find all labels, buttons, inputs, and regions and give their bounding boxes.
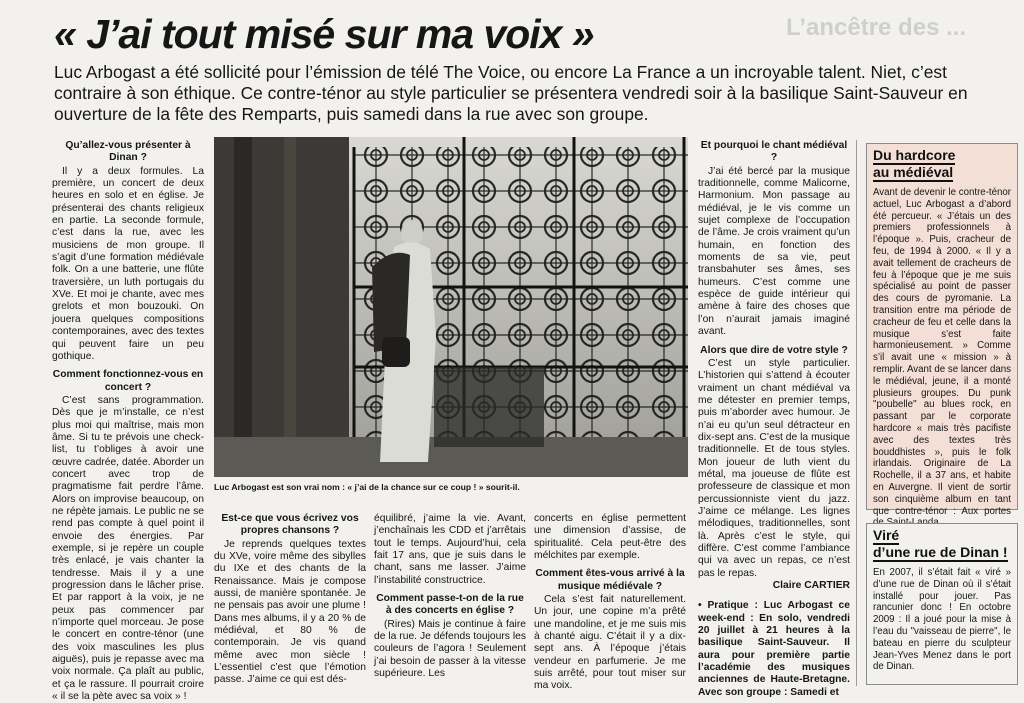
box-title — [873, 148, 1011, 182]
column-5 — [698, 140, 850, 698]
answer-paragraph: équilibré, j’aime la vie. Avant, j’enchaînais les CDD et j’arrêtais tout le temps. Aujourd’hui, cela fait 17 ans, que je suis dans le chant, sans me lasser. J’aime l’instabilité constructrice. — [374, 513, 526, 586]
answer-paragraph: Je reprends quelques textes du XVe, voire même des sibylles du IXe et des chants de la Renaissance. Mais je compose aussi, de manière spontanée. Je ne pensais pas avoir une plume ! Dans mes albums, il y a 20 % de médiéval, et 80 % de contemporain. Je vis quand même avec mon siècle ! L’essentiel c’est que l’émotion passe. J’aime ce qui est dés- — [214, 538, 366, 686]
question-heading: Comment êtes-vous arrivé à la musique médiévale ? — [535, 568, 685, 592]
column-4 — [534, 513, 686, 692]
answer-paragraph: Il y a deux formules. La première, un concert de deux heures en solo et en église. Je présenterai des chants religieux en partie. La seconde formule, c’est dans la rue, avec les musiciens de mon groupe. Il s’agit d’une formation médiévale folk. On a une batterie, une flûte traversière, un luth portugais du XVe. Et moi je chante, avec mes grelots et mon bouzouki. On jouera quelques compositions contemporaines, avec des textes qui peuvent faire un peu gothique. — [52, 165, 204, 362]
sidebar-box-hardcore — [866, 143, 1018, 517]
article-photo — [214, 137, 688, 477]
box-title-line: Du hardcore — [873, 147, 956, 163]
box-body: Avant de devenir le contre-ténor actuel, Luc Arbogast a d’abord été percueur. « J’étais un des premiers professionnels à l’époque ». Puis, cracheur de feu, de 1994 à 2000. « Il y a avait tellement de cracheurs de feu à l’époque que je me suis spécialisé au point de passer des cours de pyromanie. La transition entre ma période de cracheur de feu et celle dans la musique s’est faite harmonieusement. » Comme s’il avait une « mission » à remplir. Avant de se lancer dans le médiéval, jeune, il a monté plusieurs groupes. Du punk "poubelle" au blues rock, en passant par le corporate hardcore « mais très pacifiste avec des textes très bouddhistes », puis le folk irlandais. Originaire de La Rochelle, il a 37 ans, et habite en Auvergne. Il vient de sortir son cinquième album en tant que contre-ténor : Aux portes — [873, 187, 1011, 517]
column-2 — [214, 513, 366, 686]
column-divider — [856, 140, 857, 686]
practical-info: • Pratique : Luc Arbogast ce week-end : En solo, vendredi 20 juillet à 21 heures à la basilique Saint-Sauveur. Il aura pour première partie l’académie des musiques anciennes de Haute-Bretagne. Avec son groupe : Samedi et — [698, 600, 850, 698]
column-3 — [374, 513, 526, 686]
article-headline: « J’ai tout misé sur ma voix » — [54, 11, 594, 57]
box-title-line: Viré — [873, 527, 900, 543]
answer-paragraph: J’ai été bercé par la musique traditionnelle, comme Malicorne, Harmonium. Mon passage au médiéval, je le vis comme un sujet complexe de l’occupation de l’âme. Je crois vraiment qu’un humain, en fonction des moments de sa vie, peut transbahuter ses âmes, ses humeurs. C’est comme une espèce de guide intérieur qui amène à faire des choses que l’on n’aurait jamais imaginé avant. — [698, 165, 850, 338]
box-title — [873, 528, 1011, 562]
answer-paragraph: concerts en église permettent une dimension d’assise, de spiritualité. Cela peut-être des mélchites par exemple. — [534, 513, 686, 562]
question-heading: Est-ce que vous écrivez vos propres chansons ? — [221, 513, 359, 537]
photo-caption: Luc Arbogast est son vrai nom : « j’ai de la chance sur ce coup ! » sourit-il. — [214, 482, 520, 492]
article-lead: Luc Arbogast a été sollicité pour l’émission de télé The Voice, ou encore La France a un incroyable talent. Niet, c’est contraire à son éthique. Ce contre-ténor au style particulier se présentera vendredi soir à la basilique Saint-Sauveur en ouverture de la fête des Remparts, puis samedi dans la rue avec son groupe. — [54, 62, 968, 124]
column-1 — [52, 140, 204, 703]
bleed-through-headline: L’ancêtre des ... — [786, 14, 967, 41]
answer-paragraph: (Rires) Mais je continue à faire de la rue. Je défends toujours les couleurs de l’agora ! Seulement j’ai besoin de passer à la vitesse supérieure. Les — [374, 618, 526, 680]
sidebar-box-dinan — [866, 523, 1018, 685]
question-heading: Alors que dire de votre style ? — [700, 344, 848, 356]
question-heading: Comment fonctionnez-vous en concert ? — [52, 369, 204, 393]
box-title-line: d’une rue de Dinan ! — [873, 544, 1008, 560]
box-title-line: au médiéval — [873, 164, 954, 180]
author-signature: Claire CARTIER — [772, 580, 850, 592]
box-body: En 2007, il s’était fait « viré » d’une rue de Dinan où il s’était installé pour jouer. Pas rancunier donc ! En octobre 2009 : Il a joué pour la mise à l’eau du "vaisseau de pierre", le bateau en pierre du sculpteur Jean-Yves Menez dans le port de Dinan. — [873, 567, 1011, 673]
answer-paragraph: C’est un style particulier. L’historien qui s’attend à écouter vraiment un chant médiéval va me détester en premier temps, puis m’aborder avec humour. Je n’ai eu qu’un seul détracteur en dix-sept ans. C’est de la musique traditionnelle. Et de tous styles. Mon joueur de luth vient du métal, ma joueuse de flûte est professeure de classique et mon percussionniste vient du jazz. J’aime ce mélange. Les lignes mélodiques, traditionnelles, sont là. Après c’est le style, qui diffère. C’est comme l’ambiance qui va avec un repas, ce n’est pas le repas. — [698, 357, 850, 579]
answer-paragraph: Cela s’est fait naturellement. Un jour, une copine m’a prêté une mandoline, et je me suis mis à chanté aigu. C’était il y a dix-sept ans. À l’époque j’étais vendeur en parfumerie. Je me suis arrêté, pour tout miser sur ma voix. — [534, 594, 686, 692]
answer-paragraph: C’est sans programmation. Dès que je m’installe, ce n’est plus moi qui maîtrise, mais mon âme. Si tu te prévois une check-list, tu t’obliges à avoir une œuvre cadrée, datée. Aborder un concert avec trop de pragmatisme fait perdre l’âme. Alors on improvise beaucoup, on ne répète jamais. Le public ne se rend pas compte à quel point il envoie des énergies. Par exemple, si je repère un couple très enlacé, je vais chanter la tendresse. Mais il y a une progression dans le lâcher prise. Et par rapport à la voix, je ne peux pas commencer par n’importe quel morceau. Je pose le concert en contre-ténor (une des voix masculines les plus aiguës), puis je repasse avec ma voix normale. Ça plaît au public, et ça le rassure. Il pourrait croire « il se la pète avec sa voix » ! — [52, 394, 204, 703]
question-heading: Qu’allez-vous présenter à Dinan ? — [65, 140, 191, 164]
question-heading: Et pourquoi le chant médiéval ? — [700, 140, 848, 164]
question-heading: Comment passe-t-on de la rue à des concerts en église ? — [376, 593, 524, 617]
photo-illustration — [214, 137, 688, 477]
